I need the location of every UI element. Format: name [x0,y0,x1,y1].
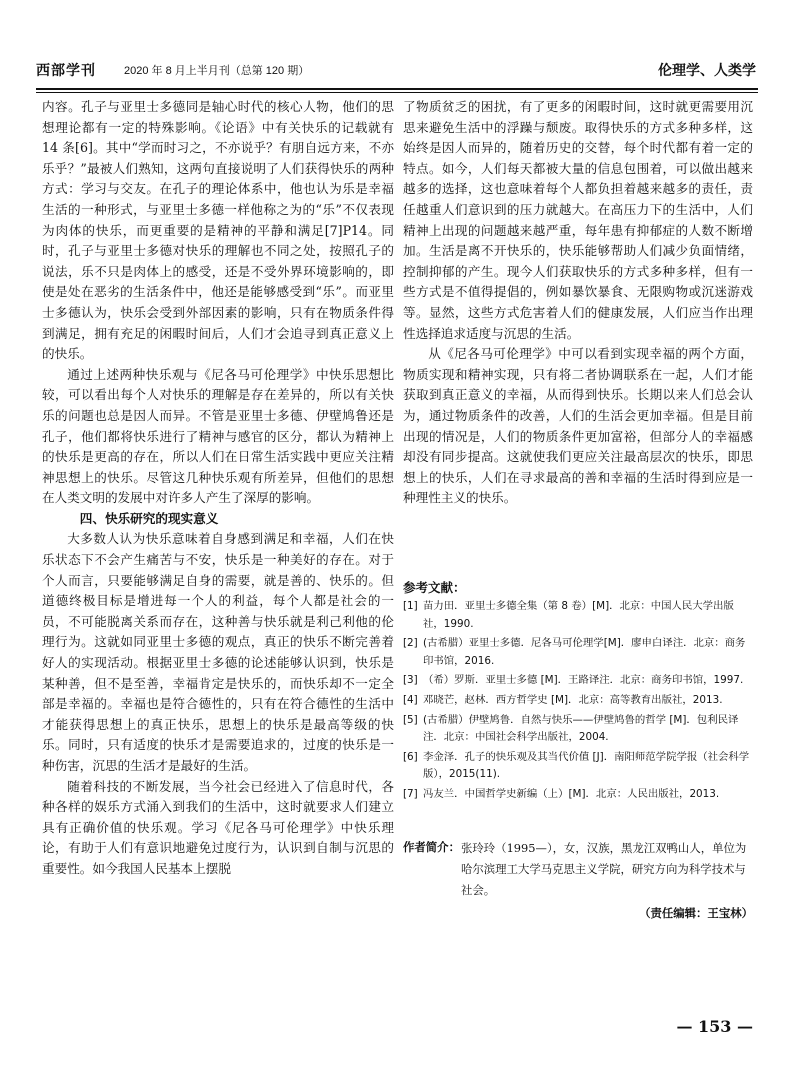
journal-logo: 西部学刊 [36,63,96,79]
reference-number: [5] [403,713,418,726]
reference-item [403,672,753,690]
reference-text: (古希腊）伊壁鸠鲁．自然与快乐——伊壁鸠鲁的哲学 [M]．包利民译注．北京：中国社会科学出版社，2004. [423,713,739,744]
body-paragraph: 了物质贫乏的困扰，有了更多的闲暇时间，这时就更需要用沉思来避免生活中的浮躁与颓废。取得快乐的方式多种多样，这始终是因人而异的，随着历史的交替，每个时代都有着一定的特点。如今，人们每天都被大量的信息包围着，可以做出越来越多的选择，这也意味着每个人都负担着越来越多的责任，责任越重人们意识到的压力就越大。在高压力下的生活中，人们精神上出现的问题越来越严重，每年患有抑郁症的人数不断增加。生活是离不开快乐的，快乐能够帮助人们减少负面情绪，控制抑郁的产生。现今人们获取快乐的方式多种多样，但有一些方式是不值得提倡的，例如暴饮暴食、无限购物或沉迷游戏等。显然，这些方式危害着人们的健康发展，人们应当作出理性选择追求适度与沉思的生活。 [403,99,753,341]
reference-number: [4] [403,693,418,706]
reference-item [403,712,753,747]
body-paragraph: 随着科技的不断发展，当今社会已经进入了信息时代，各种各样的娱乐方式涌入到我们的生活中，这时就要求人们建立具有正确价值的快乐观。学习《尼各马可伦理学》中快乐理论，有助于人们有意识地避免过度行为，认识到自制与沉思的重要性。如今我国人民基本上摆脱 [42,778,394,876]
author-label: 作者简介： [403,842,460,854]
reference-number: [1] [403,600,418,612]
page-header [36,58,758,86]
body-paragraph: 通过上述两种快乐观与《尼各马可伦理学》中快乐思想比较，可以看出每个人对快乐的理解是存在差异的，所以有关快乐的问题也总是因人而异。不管是亚里士多德、伊壁鸠鲁还是孔子，他们都将快乐进行了精神与感官的区分，都认为精神上的快乐是更高的存在，所以人们在日常生活实践中更应关注精神思想上的快乐。尽管这几种快乐观有所差异，但他们的思想在人类文明的发展中对许多人产生了深厚的影响。 [42,366,394,506]
reference-text: 冯友兰．中国哲学史新编（上）[M]．北京：人民出版社，2013. [423,787,720,800]
author-text: 张玲玲（1995—），女，汉族，黑龙江双鸭山人，单位为哈尔滨理工大学马克思主义学院，研究方向为科学技术与社会。 [461,841,747,897]
reference-text: (古希腊）亚里士多德．尼各马可伦理学[M]．廖申白译注．北京：商务印书馆，2016. [423,637,746,667]
editor-note: （责任编辑：王宝林） [639,908,753,920]
body-paragraph: 从《尼各马可伦理学》中可以看到实现幸福的两个方面，物质实现和精神实现，只有将二者协调联系在一起，人们才能获取到真正意义的幸福，从而得到快乐。长期以来人们总会认为，通过物质条件的改善，人们的生活会更加幸福。但是目前出现的情况是，人们的物质条件更加富裕，但部分人的幸福感却没有同步提高。这就使我们更应关注最高层次的快乐，即思想上的快乐，人们在寻求最高的善和幸福的生活时得到应是一种理性主义的快乐。 [403,346,753,506]
section-title: 伦理学、人类学 [658,62,756,78]
reference-number: [2] [403,637,418,650]
reference-item [403,786,753,804]
reference-text: 李金泽．孔子的快乐观及其当代价值 [J]．南阳师范学院学报（社会科学版），2015(11). [423,750,750,781]
reference-item [403,598,753,633]
header-rule [36,88,758,90]
reference-text: 苗力田．亚里士多德全集（第 8 卷）[M]．北京：中国人民大学出版社，1990. [423,600,734,630]
left-column [42,97,394,880]
references-title: 参考文献： [403,581,466,595]
issue-info: 2020 年 8 月上半月刊（总第 120 期） [124,65,310,77]
reference-text: 邓晓芒，赵林．西方哲学史 [M]．北京：高等教育出版社，2013. [423,693,723,706]
reference-number: [3] [403,674,418,687]
reference-number: [6] [403,750,418,763]
reference-text: （希）罗斯．亚里士多德 [M]．王路译注．北京：商务印书馆，1997. [423,674,744,687]
body-paragraph: 大多数人认为快乐意味着自身感到满足和幸福，人们在快乐状态下不会产生痛苦与不安，快乐是一种美好的存在。对于个人而言，只要能够满足自身的需要，就是善的、快乐的。但道德终极目标是增进每一个人的利益，每个人都是社会的一员，不可能脱离关系而存在，这种善与快乐就是利己利他的伦理行为。这就如同亚里士多德的观点，真正的快乐不断完善着好人的实现活动。根据亚里士多德的论述能够认识到，快乐是某种善，但不是至善，幸福肯定是快乐的，而快乐却不一定全部是幸福的。幸福也是符合德性的，只有在符合德性的生活中才能获得思想上的真正快乐，思想上的快乐是最高等级的快乐。同时，只有适度的快乐才是需要追求的，过度的快乐是一种伤害，沉思的生活才是最好的生活。 [42,531,394,773]
right-column [403,97,753,509]
header-rule-thin [36,92,758,93]
reference-item [403,635,753,670]
reference-number: [7] [403,787,418,800]
reference-item [403,692,753,710]
references-list [403,598,753,806]
reference-item [403,749,753,784]
body-paragraph: 内容。孔子与亚里士多德同是轴心时代的核心人物，他们的思想理论都有一定的特殊影响。《论语》中有关快乐的记载就有 14 条[6]。其中“学而时习之，不亦说乎？有朋自远方来，不亦乐乎？”最被人们熟知，这两句直接说明了人们获得快乐的两种方式：学习与交友。在孔子的理论体系中，他也认为乐是幸福生活的一种形式，与亚里士多德一样他称之为的“乐”不仅表现为肉体的快乐，而更重要的是精神的平静和满足[7]P14。同时，孔子与亚里士多德对快乐的理解也不同之处，按照孔子的说法，乐不只是肉体上的感受，还是不受外界环境影响的，即使是处在恶劣的生活条件中，他还是能够感受到“乐”。而亚里士多德认为，快乐会受到外部因素的影响，只有在物质条件得到满足，拥有充足的闲暇时间后，人们才会追寻到真正意义上的快乐。 [42,99,394,362]
section-heading: 四、快乐研究的现实意义 [79,511,219,526]
page-number: — 153 — [676,1017,753,1036]
